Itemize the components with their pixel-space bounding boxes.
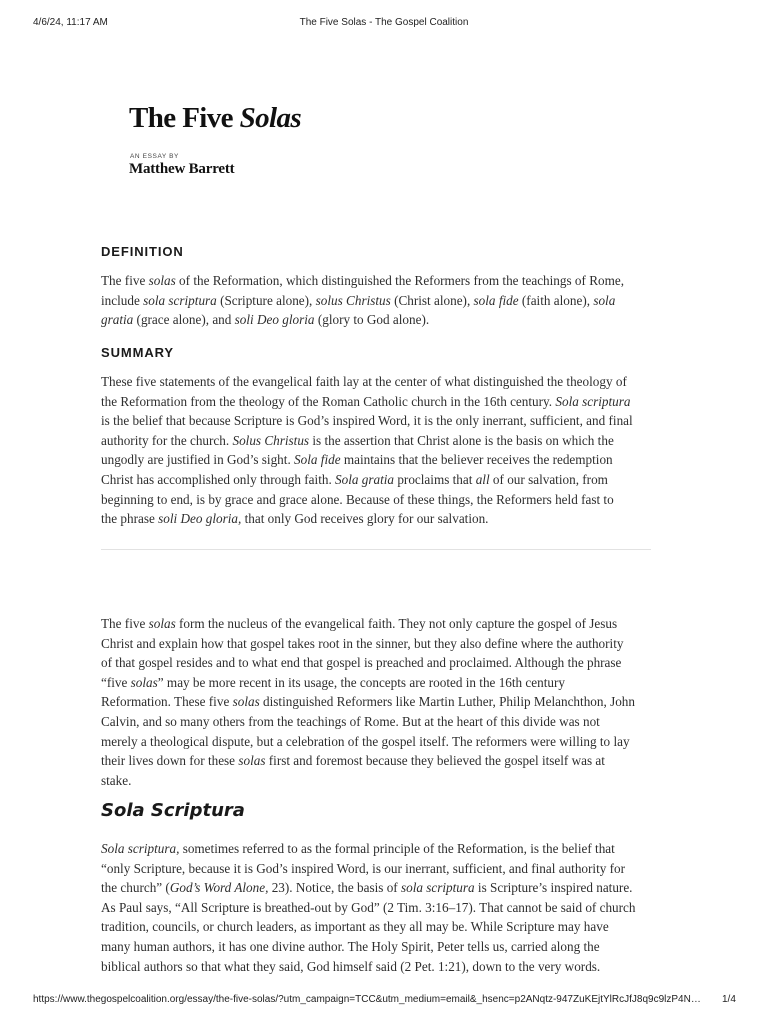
text-run: Reformation. These five [101,694,233,710]
essay-title-italic: Solas [239,102,302,134]
italic-term: God’s Word Alone, [169,880,269,896]
print-header [0,17,768,31]
text-run: 23). Notice, the basis of [268,880,401,896]
text-line [101,271,661,291]
text-run: Christ and explain how that gospel takes root in the sinner, but they also define where the authority [101,635,624,651]
text-run: (Christ alone), [390,292,474,308]
italic-term: sola scriptura [143,292,217,308]
text-run: their lives down for these [101,753,239,769]
text-run: of our salvation, from [489,471,608,487]
text-line [101,751,661,771]
text-run: form the nucleus of the evangelical faith. They not only capture the gospel of Jesus [175,616,618,631]
definition-paragraph [101,271,661,330]
text-line [101,372,661,392]
text-run: is Scripture’s inspired nature. [474,880,633,896]
text-line [101,937,661,957]
text-run: first and foremost because they believed the gospel itself was at [265,753,605,769]
text-run: The five [101,616,149,631]
text-run: beginning to end, is by grace and grace alone. Because of these things, the Reformers held fast to [101,491,614,507]
print-date: 4/6/24, 11:17 AM [33,17,108,28]
italic-term: Solus Christus [232,432,310,448]
italic-term: Sola fide [294,452,341,468]
text-line [101,732,661,752]
sola-scriptura-heading: Sola Scriptura [101,800,245,821]
italic-term: solas [238,753,266,769]
text-line [101,839,661,859]
italic-term: solas [148,273,176,288]
print-footer [0,994,768,1008]
text-line [101,771,661,791]
text-run: biblical authors so that what they said, God himself said (2 Pet. 1:21), down to the very words. [101,958,601,974]
text-line [101,411,661,431]
summary-heading: SUMMARY [101,345,174,360]
text-run: is the assertion that Christ alone is the basis on which the [309,432,614,448]
text-run: stake. [101,772,132,788]
italic-term: solas [148,616,176,631]
italic-term: Sola gratia [335,471,395,487]
text-run: sometimes referred to as the formal principle of the Reformation, is the belief that [179,841,615,856]
text-run: proclaims that [394,471,476,487]
text-line [101,490,661,510]
text-run: authority for the church. [101,432,233,448]
text-run: (Scripture alone), [216,292,316,308]
text-run: that only God receives glory for our salvation. [241,511,489,527]
text-line [101,878,661,898]
italic-term: all [475,471,490,487]
text-line [101,470,661,490]
italic-term: gratia [101,312,134,328]
text-run: These five statements of the evangelical faith lay at the center of what distinguished the theology of [101,374,627,389]
text-run: many human authors, it has one divine author. The Holy Spirit, Peter tells us, carried along the [101,938,600,954]
text-run: (glory to God alone). [314,312,430,328]
text-run: As Paul says, “All Scripture is breathed-out by God” (2 Tim. 3:16–17). That cannot be said of church [101,899,636,915]
text-line [101,859,661,879]
text-line [101,917,661,937]
text-line [101,898,661,918]
text-line [101,450,661,470]
text-run: “five [101,674,131,690]
intro-paragraph [101,614,661,790]
text-run: the Reformation from the theology of the Roman Catholic church in the 16th century. [101,393,556,409]
text-run: is the belief that because Scripture is God’s inspired Word, it is the only inerrant, sufficient, and final [101,413,633,429]
italic-term: solas [130,674,158,690]
text-line [101,673,661,693]
print-page-number: 1/4 [722,994,736,1005]
italic-term: soli Deo gloria [234,312,315,328]
text-line [101,509,661,529]
text-run: distinguished Reformers like Martin Luther, Philip Melanchthon, John [259,694,635,710]
text-line [101,291,661,311]
text-run: maintains that the believer receives the redemption [340,452,613,468]
text-run: the phrase [101,511,159,527]
summary-paragraph [101,372,661,529]
essay-title-plain: The Five [129,102,240,134]
italic-term: sola fide [473,292,519,308]
text-line [101,957,661,977]
italic-term: solas [232,694,260,710]
text-line [101,692,661,712]
text-run: “only Scripture, because it is God’s inspired Word, is our inerrant, sufficient, and final authority for [101,860,625,876]
text-line [101,431,661,451]
italic-term: solus Christus [315,292,391,308]
text-run: the church” ( [101,880,170,896]
text-line [101,712,661,732]
text-run: Christ has accomplished only through faith. [101,471,336,487]
italic-term: soli Deo gloria, [158,511,242,527]
text-run: ” may be more recent in its usage, the concepts are rooted in the 16th century [157,674,565,690]
byline-kicker: AN ESSAY BY [130,153,179,160]
essay-title [129,100,301,136]
italic-term: sola scriptura [400,880,475,896]
print-url[interactable]: https://www.thegospelcoalition.org/essay/the-five-solas/?utm_campaign=TCC&utm_medium=email&_hsenc=p2ANqtz-947ZuKEjtYlRcJfJ8q9c9lzP4N… [33,994,701,1005]
byline-author[interactable]: Matthew Barrett [129,161,235,177]
print-page-title: The Five Solas - The Gospel Coalition [299,17,469,28]
section-divider [101,549,651,550]
text-line [101,392,661,412]
definition-heading: DEFINITION [101,244,184,259]
text-run: The five [101,273,149,288]
italic-term: Sola scriptura [555,393,631,409]
text-run: (grace alone), and [133,312,235,328]
text-run: (faith alone), [518,292,594,308]
text-run: tradition, councils, or church leaders, as important as they all may be. While Scripture may have [101,919,609,935]
text-run: of that gospel resides and to what end that gospel is preached and proclaimed. Although the phrase [101,655,622,671]
text-run: Calvin, and so many others from the teachings of Rome. But at the heart of this divide was not [101,713,600,729]
italic-term: Sola scriptura, [101,841,180,856]
italic-term: sola [593,292,616,308]
text-line [101,653,661,673]
sola-scriptura-paragraph [101,839,661,976]
text-run: of the Reformation, which distinguished the Reformers from the teachings of Rome, [175,273,625,288]
text-run: include [101,292,144,308]
text-line [101,634,661,654]
text-run: ungodly are justified in God’s sight. [101,452,295,468]
text-line [101,614,661,634]
text-line [101,310,661,330]
text-run: merely a theological dispute, but a celebration of the gospel itself. The reformers were willing to lay [101,733,630,749]
